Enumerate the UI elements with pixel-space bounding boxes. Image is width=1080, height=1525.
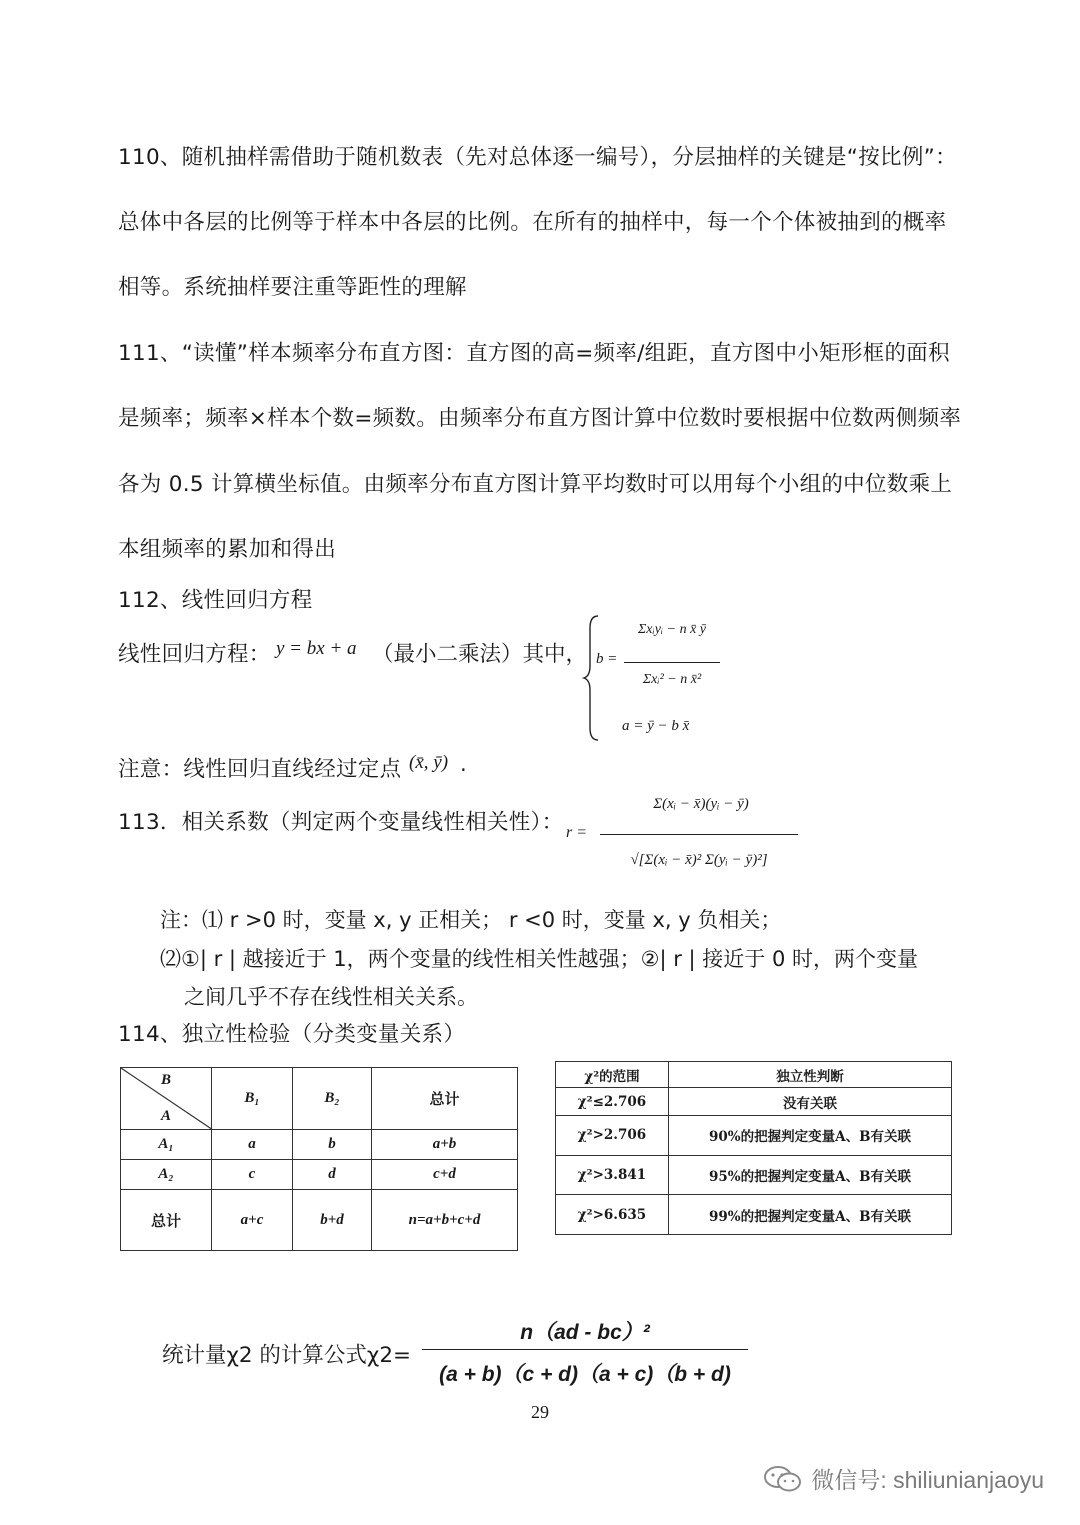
p110-line3: 相等。系统抽样要注重等距性的理解 <box>118 275 467 300</box>
result-cell: 没有关联 <box>669 1088 952 1116</box>
page-number: 29 <box>531 1402 549 1422</box>
b-label: b = <box>596 651 618 667</box>
chi-square-numerator: n（ad - bc）² <box>520 1321 650 1344</box>
fixed-point: (x̄, ȳ) <box>409 752 449 773</box>
result-cell: 90%的把握判定变量A、B有关联 <box>669 1116 952 1156</box>
chi-square-denominator: (a + b)（c + d)（a + c)（b + d) <box>439 1363 731 1386</box>
p110-line1: 110、随机抽样需借助于随机数表（先对总体逐一编号），分层抽样的关键是“按比例”： <box>118 145 957 170</box>
b-numerator: Σxᵢyᵢ − n x̄ ȳ <box>637 622 707 637</box>
regression-equation: y = bx + a <box>276 638 357 659</box>
result-cell: 99%的把握判定变量A、B有关联 <box>669 1195 952 1235</box>
cell-d: d <box>293 1160 372 1190</box>
corner-bottom-label: A <box>161 1108 172 1124</box>
cell-b: b <box>293 1130 372 1160</box>
judgement-header-range: χ²的范围 <box>556 1062 669 1088</box>
r-numerator: Σ(xᵢ − x̄)(yᵢ − ȳ) <box>653 796 749 812</box>
p112-intro: 线性回归方程： <box>118 642 271 667</box>
range-cell: χ²>6.635 <box>556 1195 669 1235</box>
p113-note3: 之间几乎不存在线性相关关系。 <box>184 985 478 1009</box>
range-cell: χ²≤2.706 <box>556 1088 669 1116</box>
p112-title: 112、线性回归方程 <box>118 588 313 613</box>
p112-note: 注意：线性回归直线经过定点 <box>118 757 402 782</box>
p113-note1: 注：⑴ r >0 时，变量 x, y 正相关； r <0 时，变量 x, y 负相关； <box>160 908 782 932</box>
p111-line2: 是频率；频率×样本个数=频数。由频率分布直方图计算中位数时要根据中位数两侧频率 <box>118 406 962 431</box>
header-b1: B₁ <box>212 1068 293 1130</box>
row-label-total: 总计 <box>121 1190 212 1251</box>
r-label: r = <box>566 824 588 841</box>
header-b2: B₂ <box>293 1068 372 1130</box>
a-equation: a = ȳ − b x̄ <box>622 718 690 734</box>
least-squares-note: （最小二乘法）其中， <box>372 642 588 667</box>
contingency-table <box>120 1067 518 1251</box>
b-denominator: Σxᵢ² − n x̄² <box>642 672 702 687</box>
range-cell: χ²>3.841 <box>556 1155 669 1195</box>
wechat-icon <box>763 1465 803 1493</box>
r-denominator: √[Σ(xᵢ − x̄)² Σ(yᵢ − ȳ)²] <box>630 852 768 868</box>
range-cell: χ²>2.706 <box>556 1116 669 1156</box>
system-brace <box>582 614 602 742</box>
row-label-a2: A₂ <box>121 1160 212 1190</box>
header-total: 总计 <box>372 1068 518 1130</box>
cell-c-plus-d: c+d <box>372 1160 518 1190</box>
cell-c: c <box>212 1160 293 1190</box>
p111-line4: 本组频率的累加和得出 <box>118 537 337 562</box>
chi-square-fraction-bar <box>422 1349 748 1350</box>
p113-title: 113．相关系数（判定两个变量线性相关性）： <box>118 810 564 835</box>
p114-title: 114、独立性检验（分类变量关系） <box>118 1022 466 1047</box>
cell-a: a <box>212 1130 293 1160</box>
b-fraction-bar <box>624 662 720 663</box>
chi-square-label: 统计量χ2 的计算公式χ2= <box>162 1343 412 1368</box>
corner-top-label: B <box>161 1072 172 1088</box>
cell-b-plus-d: b+d <box>293 1190 372 1251</box>
corner-cell <box>121 1068 212 1130</box>
p111-line3: 各为 0.5 计算横坐标值。由频率分布直方图计算平均数时可以用每个小组的中位数乘上 <box>118 472 953 497</box>
independence-judgement-table <box>555 1061 952 1235</box>
cell-a-plus-b: a+b <box>372 1130 518 1160</box>
watermark <box>763 1462 1044 1495</box>
cell-a-plus-c: a+c <box>212 1190 293 1251</box>
p111-line1: 111、“读懂”样本频率分布直方图：直方图的高=频率/组距，直方图中小矩形框的面积 <box>118 341 950 366</box>
r-fraction-bar <box>600 834 798 835</box>
p113-note2: ⑵①| r | 越接近于 1，两个变量的线性相关性越强；②| r | 接近于 0 时，两个变量 <box>160 947 919 971</box>
result-cell: 95%的把握判定变量A、B有关联 <box>669 1155 952 1195</box>
p110-line2: 总体中各层的比例等于样本中各层的比例。在所有的抽样中，每一个个体被抽到的概率 <box>118 210 947 235</box>
cell-n-total: n=a+b+c+d <box>372 1190 518 1251</box>
row-label-a1: A₁ <box>121 1130 212 1160</box>
note-period: . <box>460 752 467 776</box>
judgement-header-result: 独立性判断 <box>669 1062 952 1088</box>
watermark-text: 微信号: shiliunianjaoyu <box>811 1467 1044 1493</box>
